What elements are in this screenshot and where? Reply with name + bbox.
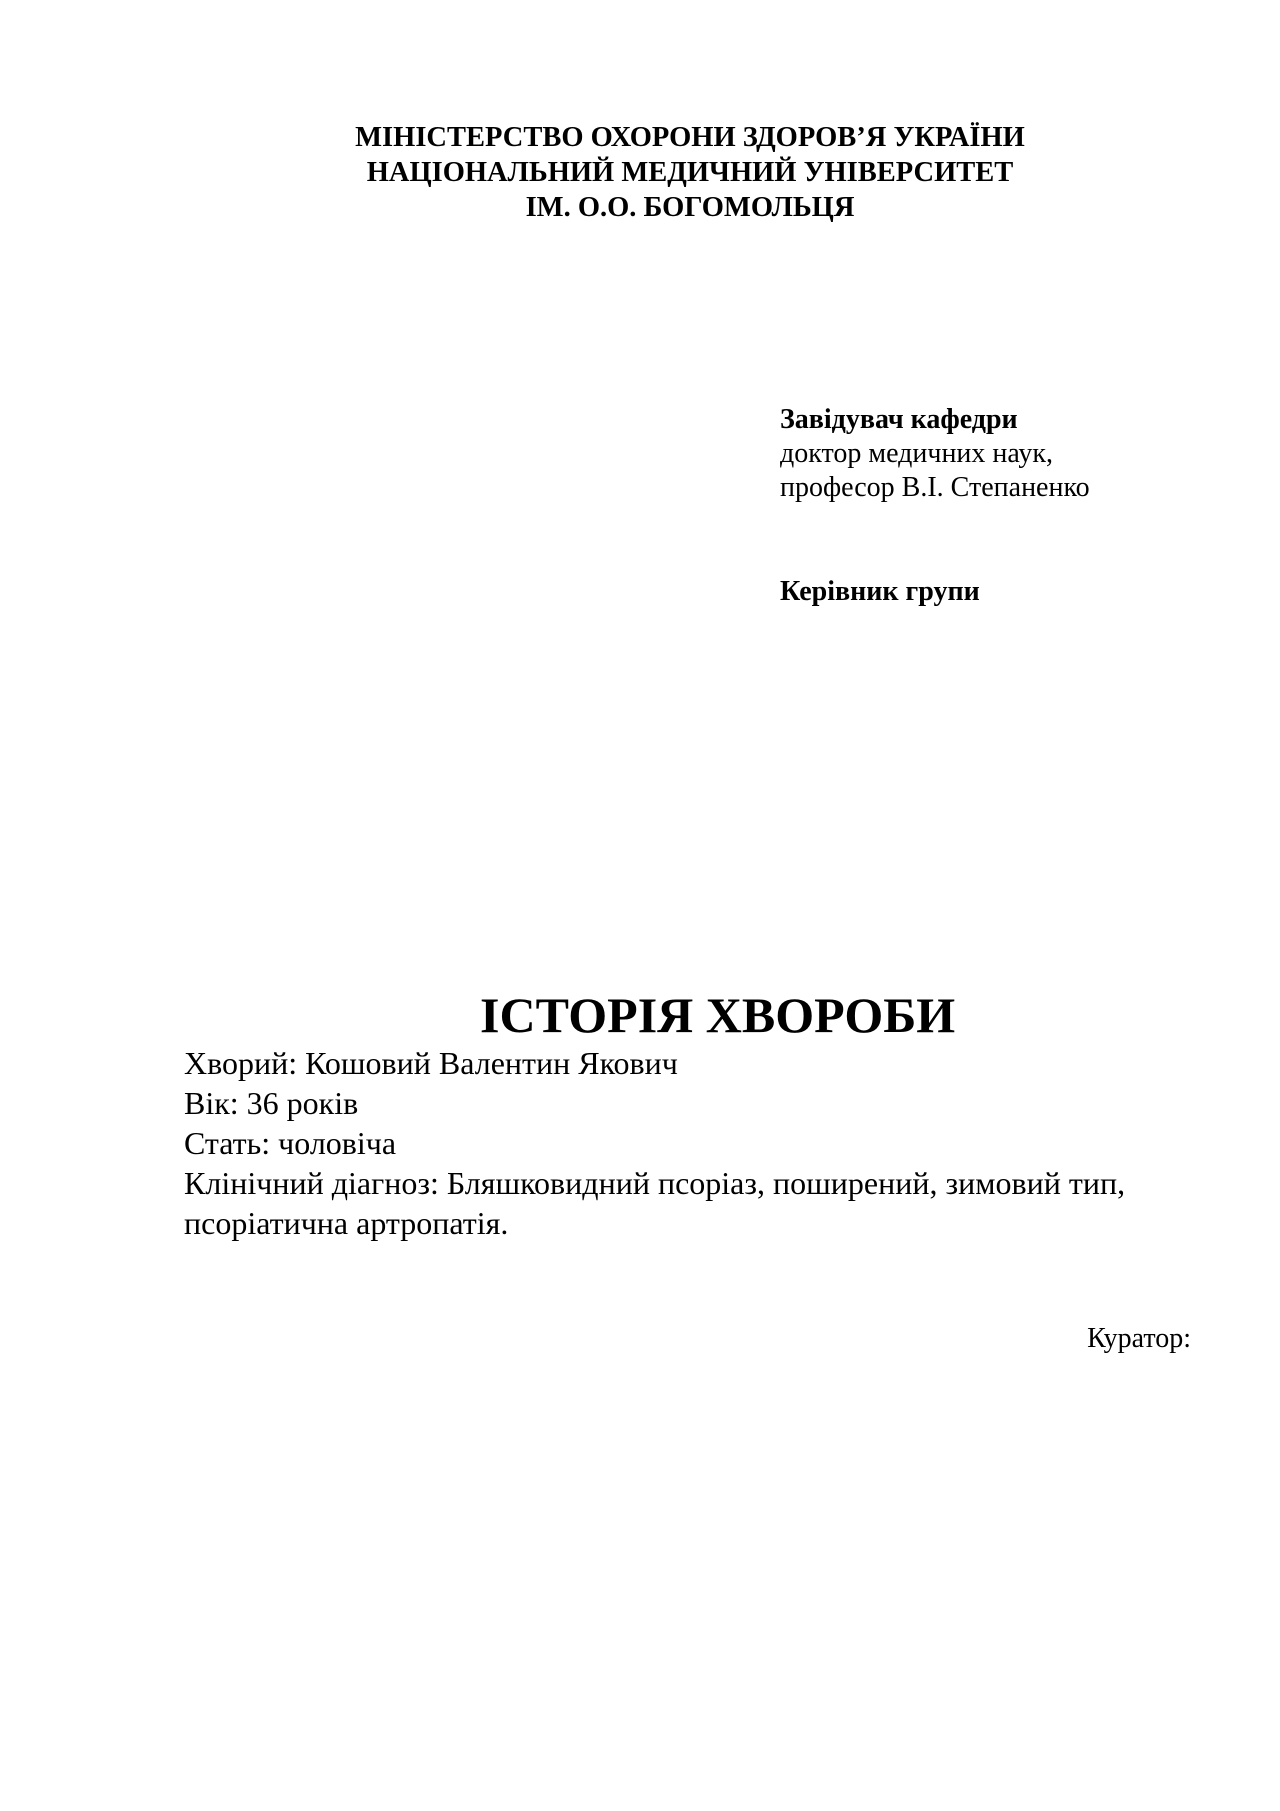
- curator-label: Куратор:: [1087, 1323, 1191, 1354]
- department-head-name: професор В.І. Степаненко: [780, 472, 1090, 503]
- department-head-degree: доктор медичних наук,: [780, 438, 1053, 469]
- group-leader-title: Керівник групи: [780, 576, 980, 607]
- ministry-name: МІНІСТЕРСТВО ОХОРОНИ ЗДОРОВ’Я УКРАЇНИ: [355, 122, 1025, 153]
- department-head-title: Завідувач кафедри: [780, 404, 1018, 435]
- document-title: ІСТОРІЯ ХВОРОБИ: [480, 987, 956, 1043]
- patient-info: [184, 1043, 1144, 1243]
- approval-block: [780, 403, 1090, 609]
- clinical-diagnosis: Клінічний діагноз: Бляшковидний псоріаз, поширений, зимовий тип, псоріатична артропатія.: [184, 1165, 1126, 1241]
- university-named-after: ІМ. О.О. БОГОМОЛЬЦЯ: [525, 192, 855, 223]
- patient-sex: Стать: чоловіча: [184, 1125, 397, 1161]
- patient-name: Хворий: Кошовий Валентин Якович: [184, 1045, 678, 1081]
- document-header: [0, 120, 1280, 225]
- patient-age: Вік: 36 років: [184, 1085, 359, 1121]
- university-name: НАЦІОНАЛЬНИЙ МЕДИЧНИЙ УНІВЕРСИТЕТ: [366, 157, 1014, 188]
- spacer: [780, 505, 1090, 575]
